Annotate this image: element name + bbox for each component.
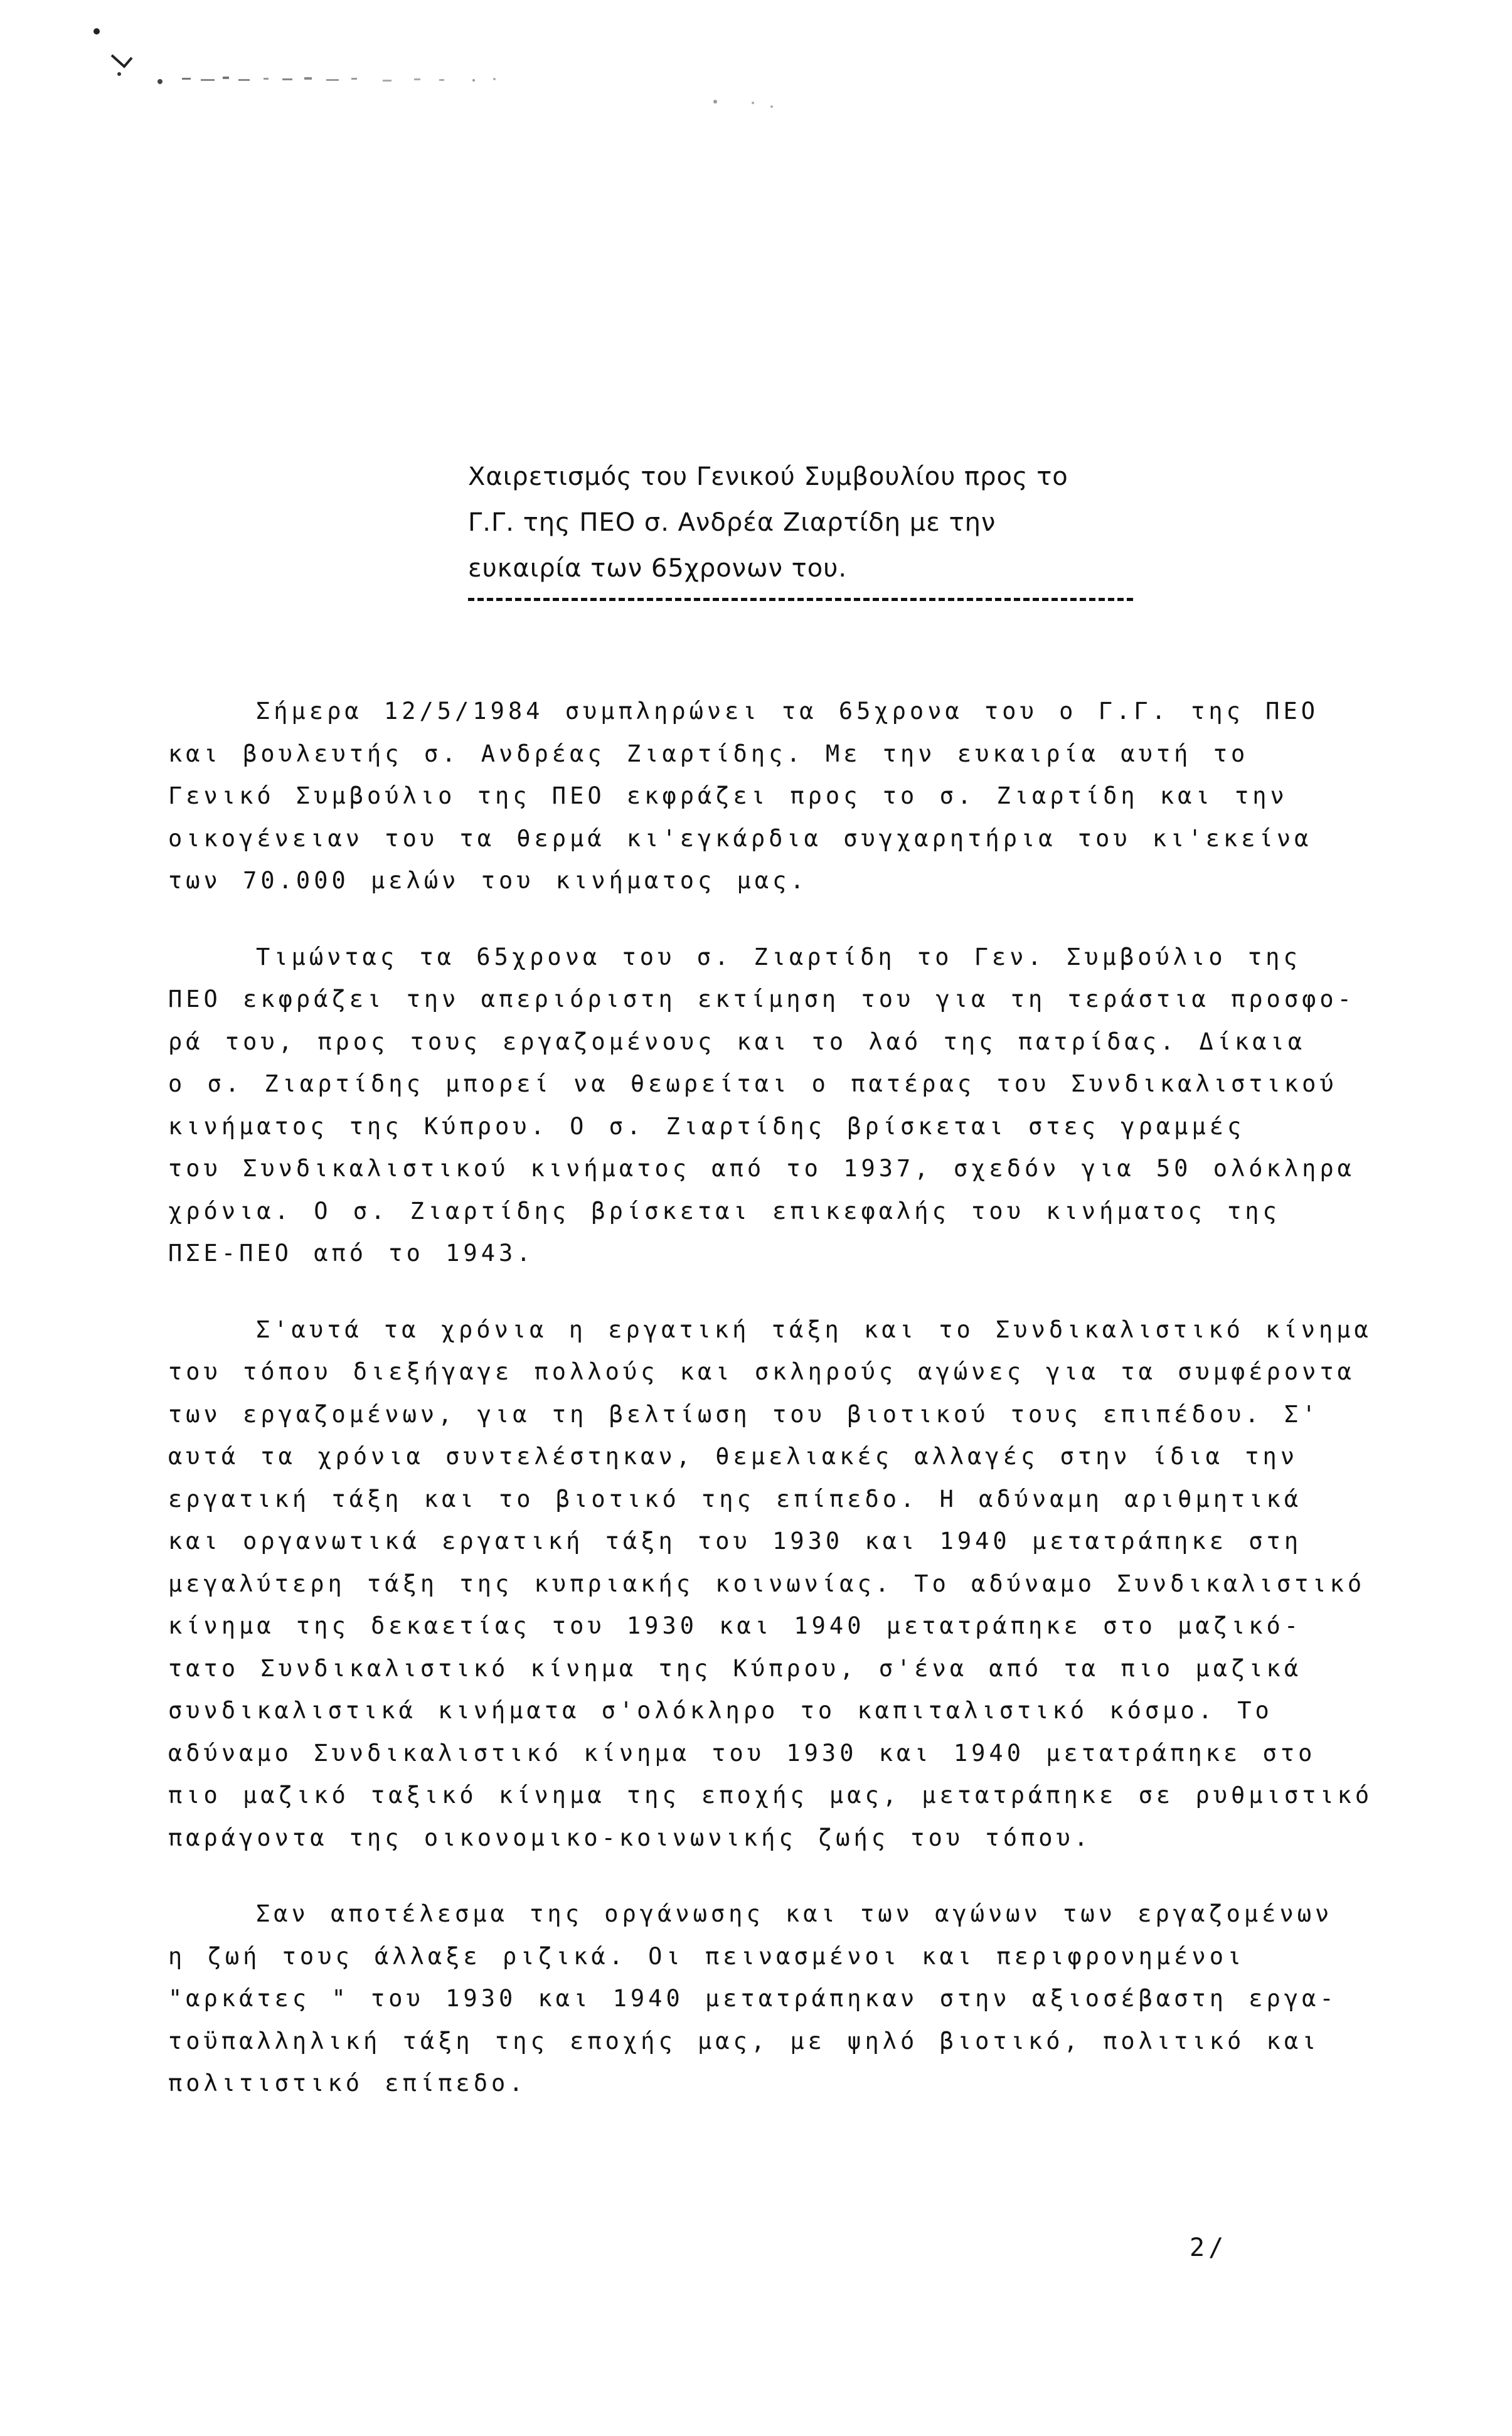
text-line: Τιμώντας τα 65χρονα του σ. Ζιαρτίδη το Γεν. Συμβούλιο της xyxy=(256,943,1301,971)
text-line: των εργαζομένων, για τη βελτίωση του βιοτικού τους επιπέδου. Σ' xyxy=(168,1400,1320,1428)
text-line: πολιτιστικό επίπεδο. xyxy=(168,2070,527,2097)
text-line: τατο Συνδικαλιστικό κίνημα της Κύπρου, σ'ένα από τα πιο μαζικά xyxy=(168,1654,1302,1682)
title-underline xyxy=(468,598,1133,601)
title-line-3: ευκαιρία των 65χρονων του. xyxy=(468,554,848,583)
text-line: κίνημα της δεκαετίας του 1930 και 1940 μετατράπηκε στο μαζικό- xyxy=(168,1612,1302,1639)
title-line-1: Χαιρετισμός του Γενικού Συμβουλίου προς το xyxy=(468,462,1068,491)
text-line: τοϋπαλληλική τάξη της εποχής μας, με ψηλό βιοτικό, πολιτικό και xyxy=(168,2027,1320,2055)
text-line: αυτά τα χρόνια συντελέστηκαν, θεμελιακές αλλαγές στην ίδια την xyxy=(168,1443,1299,1470)
text-line: των 70.000 μελών του κινήματος μας. xyxy=(168,867,808,894)
paragraph-4 xyxy=(168,1893,1410,2105)
document-body xyxy=(168,690,1410,2105)
text-line: Σήμερα 12/5/1984 συμπληρώνει τα 65χρονα του ο Γ.Γ. της ΠΕΟ xyxy=(256,698,1319,725)
paragraph-3 xyxy=(168,1309,1410,1859)
text-line: και βουλευτής σ. Ανδρέας Ζιαρτίδης. Με την ευκαιρία αυτή το xyxy=(168,740,1249,767)
paragraph-1 xyxy=(168,690,1410,902)
text-line: παράγοντα της οικονομικο-κοινωνικής ζωής του τόπου. xyxy=(168,1824,1092,1851)
text-line: του Συνδικαλιστικού κινήματος από το 1937, σχεδόν για 50 ολόκληρα xyxy=(168,1155,1355,1182)
paragraph-2 xyxy=(168,936,1410,1275)
scan-specks xyxy=(88,19,809,113)
text-line: κινήματος της Κύπρου. Ο σ. Ζιαρτίδης βρίσκεται στες γραμμές xyxy=(168,1112,1245,1140)
text-line: συνδικαλιστικά κινήματα σ'ολόκληρο το καπιταλιστικό κόσμο. Το xyxy=(168,1697,1273,1724)
text-line: αδύναμο Συνδικαλιστικό κίνημα του 1930 και 1940 μετατράπηκε στο xyxy=(168,1739,1316,1767)
text-line: και οργανωτικά εργατική τάξη του 1930 και 1940 μετατράπηκε στη xyxy=(168,1528,1302,1555)
page-number: 2/ xyxy=(1190,2233,1228,2262)
text-line: ρά του, προς τους εργαζομένους και το λαό της πατρίδας. Δίκαια xyxy=(168,1028,1306,1055)
text-line: ΠΣΕ-ΠΕΟ από το 1943. xyxy=(168,1240,535,1267)
text-line: "αρκάτες " του 1930 και 1940 μετατράπηκαν στην αξιοσέβαστη εργα- xyxy=(168,1985,1338,2012)
text-line: εργατική τάξη και το βιοτικό της επίπεδο. Η αδύναμη αριθμητικά xyxy=(168,1485,1302,1513)
text-line: χρόνια. Ο σ. Ζιαρτίδης βρίσκεται επικεφαλής του κινήματος της xyxy=(168,1197,1280,1225)
text-line: η ζωή τους άλλαξε ριζικά. Οι πεινασμένοι και περιφρονημένοι xyxy=(168,1942,1245,1970)
text-line: Σ'αυτά τα χρόνια η εργατική τάξη και το Συνδικαλιστικό κίνημα xyxy=(256,1316,1372,1343)
text-line: Σαν αποτέλεσμα της οργάνωσης και των αγώνων των εργαζομένων xyxy=(256,1900,1333,1927)
text-line: του τόπου διεξήγαγε πολλούς και σκληρούς αγώνες για τα συμφέροντα xyxy=(168,1358,1355,1385)
title-line-2: Γ.Γ. της ΠΕΟ σ. Ανδρέα Ζιαρτίδη με την xyxy=(468,508,996,537)
text-line: οικογένειαν του τα θερμά κι'εγκάρδια συγχαρητήρια του κι'εκείνα xyxy=(168,824,1312,852)
document-title xyxy=(468,454,1221,601)
text-line: ΠΕΟ εκφράζει την απεριόριστη εκτίμηση του για τη τεράστια προσφο- xyxy=(168,986,1355,1013)
text-line: ο σ. Ζιαρτίδης μπορεί να θεωρείται ο πατέρας του Συνδικαλιστικού xyxy=(168,1070,1338,1097)
text-line: Γενικό Συμβούλιο της ΠΕΟ εκφράζει προς το σ. Ζιαρτίδη και την xyxy=(168,782,1288,809)
text-line: πιο μαζικό ταξικό κίνημα της εποχής μας, μετατράπηκε σε ρυθμιστικό xyxy=(168,1782,1373,1809)
text-line: μεγαλύτερη τάξη της κυπριακής κοινωνίας. Το αδύναμο Συνδικαλιστικό xyxy=(168,1570,1366,1597)
